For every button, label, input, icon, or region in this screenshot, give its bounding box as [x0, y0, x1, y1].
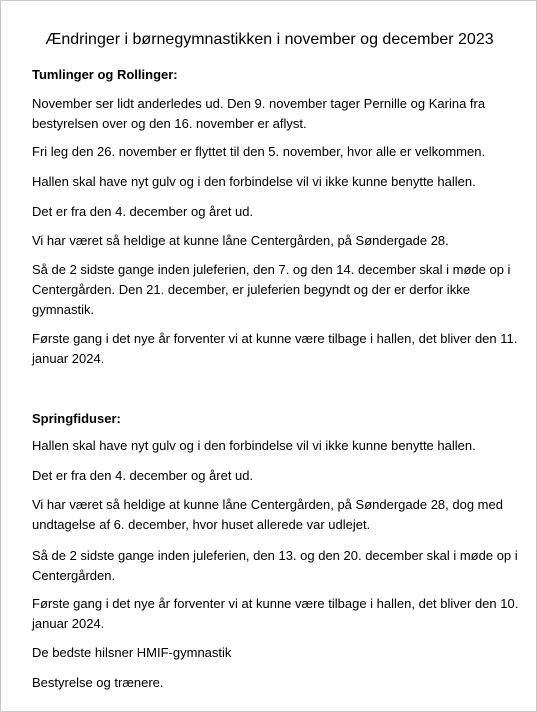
paragraph: Vi har været så heldige at kunne låne Centergården, på Søndergade 28, dog med undtagelse af 6. december, hvor huset allerede var udlejet. — [32, 497, 503, 532]
closing-signature: Bestyrelse og trænere. — [32, 675, 164, 690]
paragraph: Så de 2 sidste gange inden juleferien, den 13. og den 20. december skal i møde op i Centergården. — [32, 548, 518, 583]
section-heading-tumlinger: Tumlinger og Rollinger: — [32, 67, 178, 82]
document-title: Ændringer i børnegymnastikken i november og december 2023 — [45, 31, 494, 48]
paragraph: Vi har været så heldige at kunne låne Centergården, på Søndergade 28. — [32, 233, 449, 248]
paragraph: Hallen skal have nyt gulv og i den forbindelse vil vi ikke kunne benytte hallen. — [32, 174, 476, 189]
paragraph: Det er fra den 4. december og året ud. — [32, 204, 254, 219]
paragraph: Fri leg den 26. november er flyttet til den 5. november, hvor alle er velkommen. — [32, 144, 486, 159]
closing-greeting: De bedste hilsner HMIF-gymnastik — [32, 645, 232, 660]
paragraph: Første gang i det nye år forventer vi at kunne være tilbage i hallen, det bliver den 11. januar 2024. — [32, 331, 518, 366]
paragraph: Hallen skal have nyt gulv og i den forbindelse vil vi ikke kunne benytte hallen. — [32, 438, 476, 453]
paragraph: Det er fra den 4. december og året ud. — [32, 468, 254, 483]
paragraph: Første gang i det nye år forventer vi at kunne være tilbage i hallen, det bliver den 10. januar 2024. — [32, 596, 519, 631]
paragraph: Så de 2 sidste gange inden juleferien, den 7. og den 14. december skal i møde op i Centergården. Den 21. december, er juleferien begyndt og der er derfor ikke gymnastik. — [32, 262, 511, 317]
paragraph: November ser lidt anderledes ud. Den 9. november tager Pernille og Karina fra bestyrelsen over og den 16. november er aflyst. — [32, 96, 486, 131]
section-heading-springfiduser: Springfiduser: — [32, 411, 121, 426]
